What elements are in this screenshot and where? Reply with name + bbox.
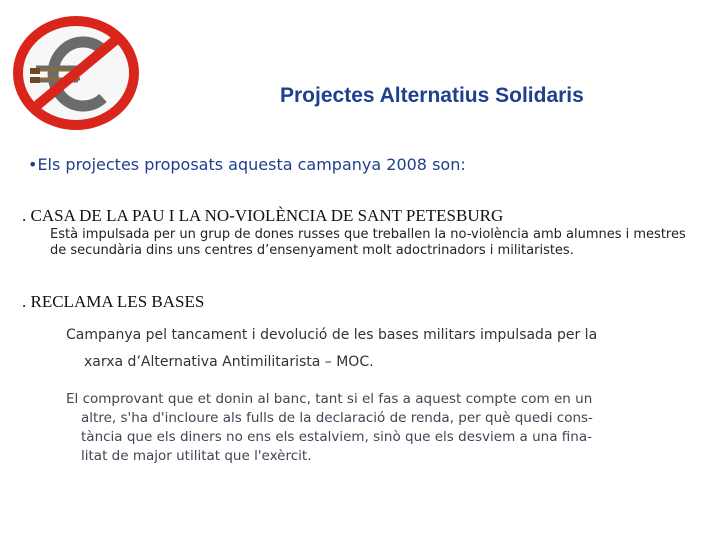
note-line: litat de major utilitat que l'exèrcit. <box>81 448 312 464</box>
section-heading-casa-de-la-pau: . CASA DE LA PAU I LA NO-VIOLÈNCIA DE SANT PETESBURG <box>22 206 504 225</box>
section-heading-reclama-les-bases: . RECLAMA LES BASES <box>22 292 205 311</box>
section-body-line: xarxa d’Alternativa Antimilitarista – MOC. <box>84 354 374 370</box>
section-body-casa-de-la-pau: Està impulsada per un grup de dones russes que treballen la no-violència amb alumnes i mestres de secundària dins uns centres d’ensenyament molt adoctrinadors i militaristes. <box>50 227 686 258</box>
section-body-reclama-les-bases <box>66 322 696 376</box>
section-body-line: Campanya pel tancament i devolució de les bases militars impulsada per la <box>66 327 598 343</box>
tax-receipt-note <box>66 390 666 466</box>
campaign-logo <box>8 12 144 134</box>
page-title: Projectes Alternatius Solidaris <box>280 84 584 107</box>
no-weapons-euro-sign-icon <box>8 12 144 134</box>
note-line: altre, s'ha d'incloure als fulls de la declaració de renda, per què quedi cons- <box>81 410 593 426</box>
intro-bullet: •Els projectes proposats aquesta campanya 2008 son: <box>28 155 466 174</box>
note-line: El comprovant que et donin al banc, tant si el fas a aquest compte com en un <box>66 391 593 407</box>
note-line: tància que els diners no ens els estalviem, sinò que els desviem a una fina- <box>81 429 592 445</box>
